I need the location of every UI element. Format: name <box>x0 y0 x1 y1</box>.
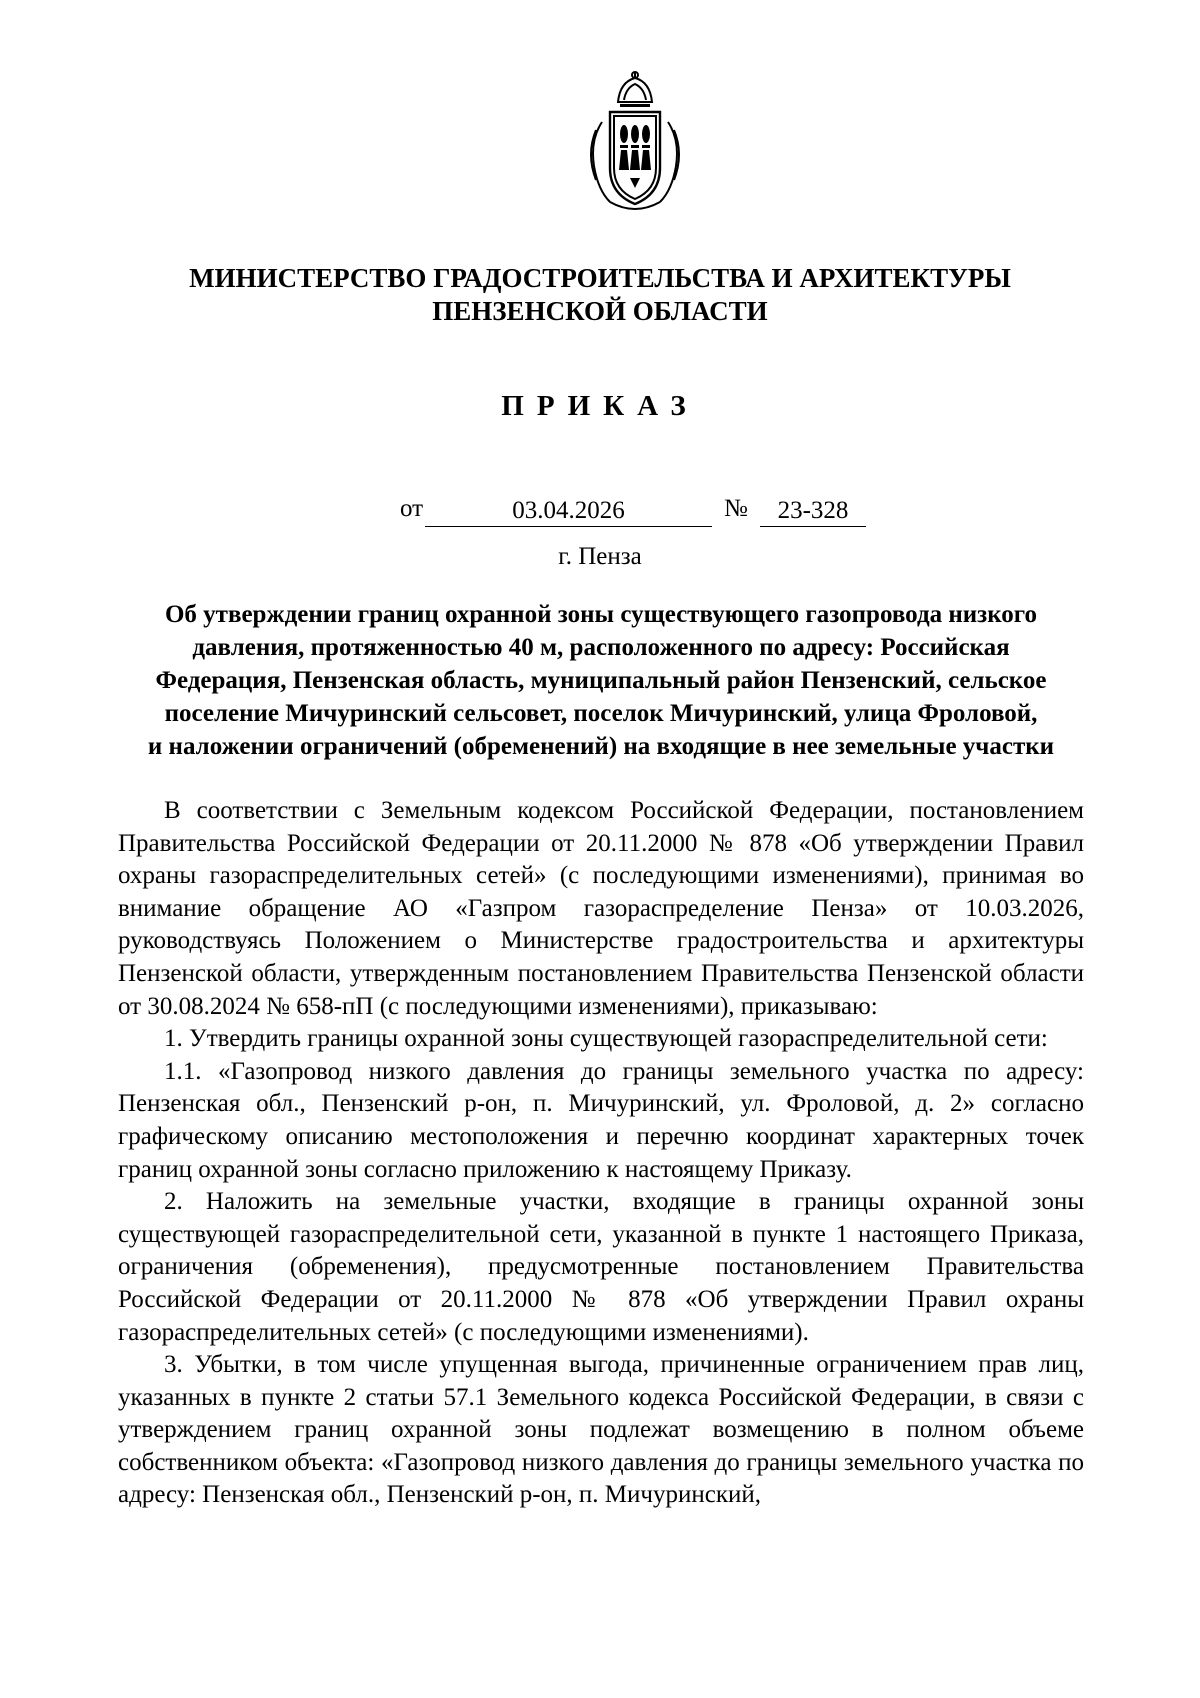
subject-line: давления, протяженностью 40 м, расположенного по адресу: Российская <box>192 634 1010 661</box>
document-date: 03.04.2026 <box>425 495 712 527</box>
number-label: № <box>724 495 748 522</box>
subject-line: и наложении ограничений (обременений) на входящие в нее земельные участки <box>147 733 1055 760</box>
subject-line: Об утверждении границ охранной зоны существующего газопровода низкого <box>164 601 1038 628</box>
subject-line: Федерация, Пензенская область, муниципальный район Пензенский, сельское <box>155 667 1047 694</box>
ministry-name-line1: МИНИСТЕРСТВО ГРАДОСТРОИТЕЛЬСТВА И АРХИТЕКТУРЫ <box>189 263 1011 293</box>
item-1-1-paragraph: 1.1. «Газопровод низкого давления до границы земельного участка по адресу: Пензенская обл., Пензенский р-он, п. Мичуринский, ул. Фроловой, д. 2» согласно графическому описанию местоположения и перечню координат характерных точек границ охранной зоны согласно приложению к настоящему Приказу. <box>118 1057 1084 1183</box>
ministry-name <box>0 262 1200 328</box>
subject-line: поселение Мичуринский сельсовет, поселок Мичуринский, улица Фроловой, <box>164 700 1038 727</box>
item-1-paragraph: 1. Утвердить границы охранной зоны существующей газораспределительной сети: <box>164 1025 1048 1053</box>
document-number: 23-328 <box>760 495 866 527</box>
ministry-name-line2: ПЕНЗЕНСКОЙ ОБЛАСТИ <box>432 296 768 326</box>
document-body <box>118 795 1084 1512</box>
city: г. Пенза <box>558 543 642 570</box>
date-number-line <box>0 495 1200 529</box>
penza-coat-of-arms-icon <box>580 70 690 216</box>
item-3-paragraph: 3. Убытки, в том числе упущенная выгода, причиненные ограничением прав лиц, указанных в пункте 2 статьи 57.1 Земельного кодекса Российской Федерации, в связи с утверждением границ охранной зоны подлежат возмещению в полном объеме собственником объекта: «Газопровод низкого давления до границы земельного участка по адресу: Пензенская обл., Пензенский р-он, п. Мичуринский, <box>118 1351 1084 1509</box>
document-type-title: ПРИКАЗ <box>501 390 699 422</box>
preamble-paragraph: В соответствии с Земельным кодексом Российской Федерации, постановлением Правительства Российской Федерации от 20.11.2000 № 878 «Об утверждении Правил охраны газораспределительных сетей» (с последующими изменениями), принимая во внимание обращение АО «Газпром газораспределение Пенза» от 10.03.2026, руководствуясь Положением о Министерстве градостроительства и архитектуры Пензенской области, утвержденным постановлением Правительства Пензенской области от 30.08.2024 № 658-пП (с последующими изменениями), приказываю: <box>118 797 1084 1020</box>
document-subject <box>118 598 1084 763</box>
date-label: от <box>400 495 424 522</box>
item-2-paragraph: 2. Наложить на земельные участки, входящие в границы охранной зоны существующей газораспределительной сети, указанной в пункте 1 настоящего Приказа, ограничения (обременения), предусмотренные постановлением Правительства Российской Федерации от 20.11.2000 № 878 «Об утверждении Правил охраны газораспределительных сетей» (с последующими изменениями). <box>118 1188 1084 1346</box>
